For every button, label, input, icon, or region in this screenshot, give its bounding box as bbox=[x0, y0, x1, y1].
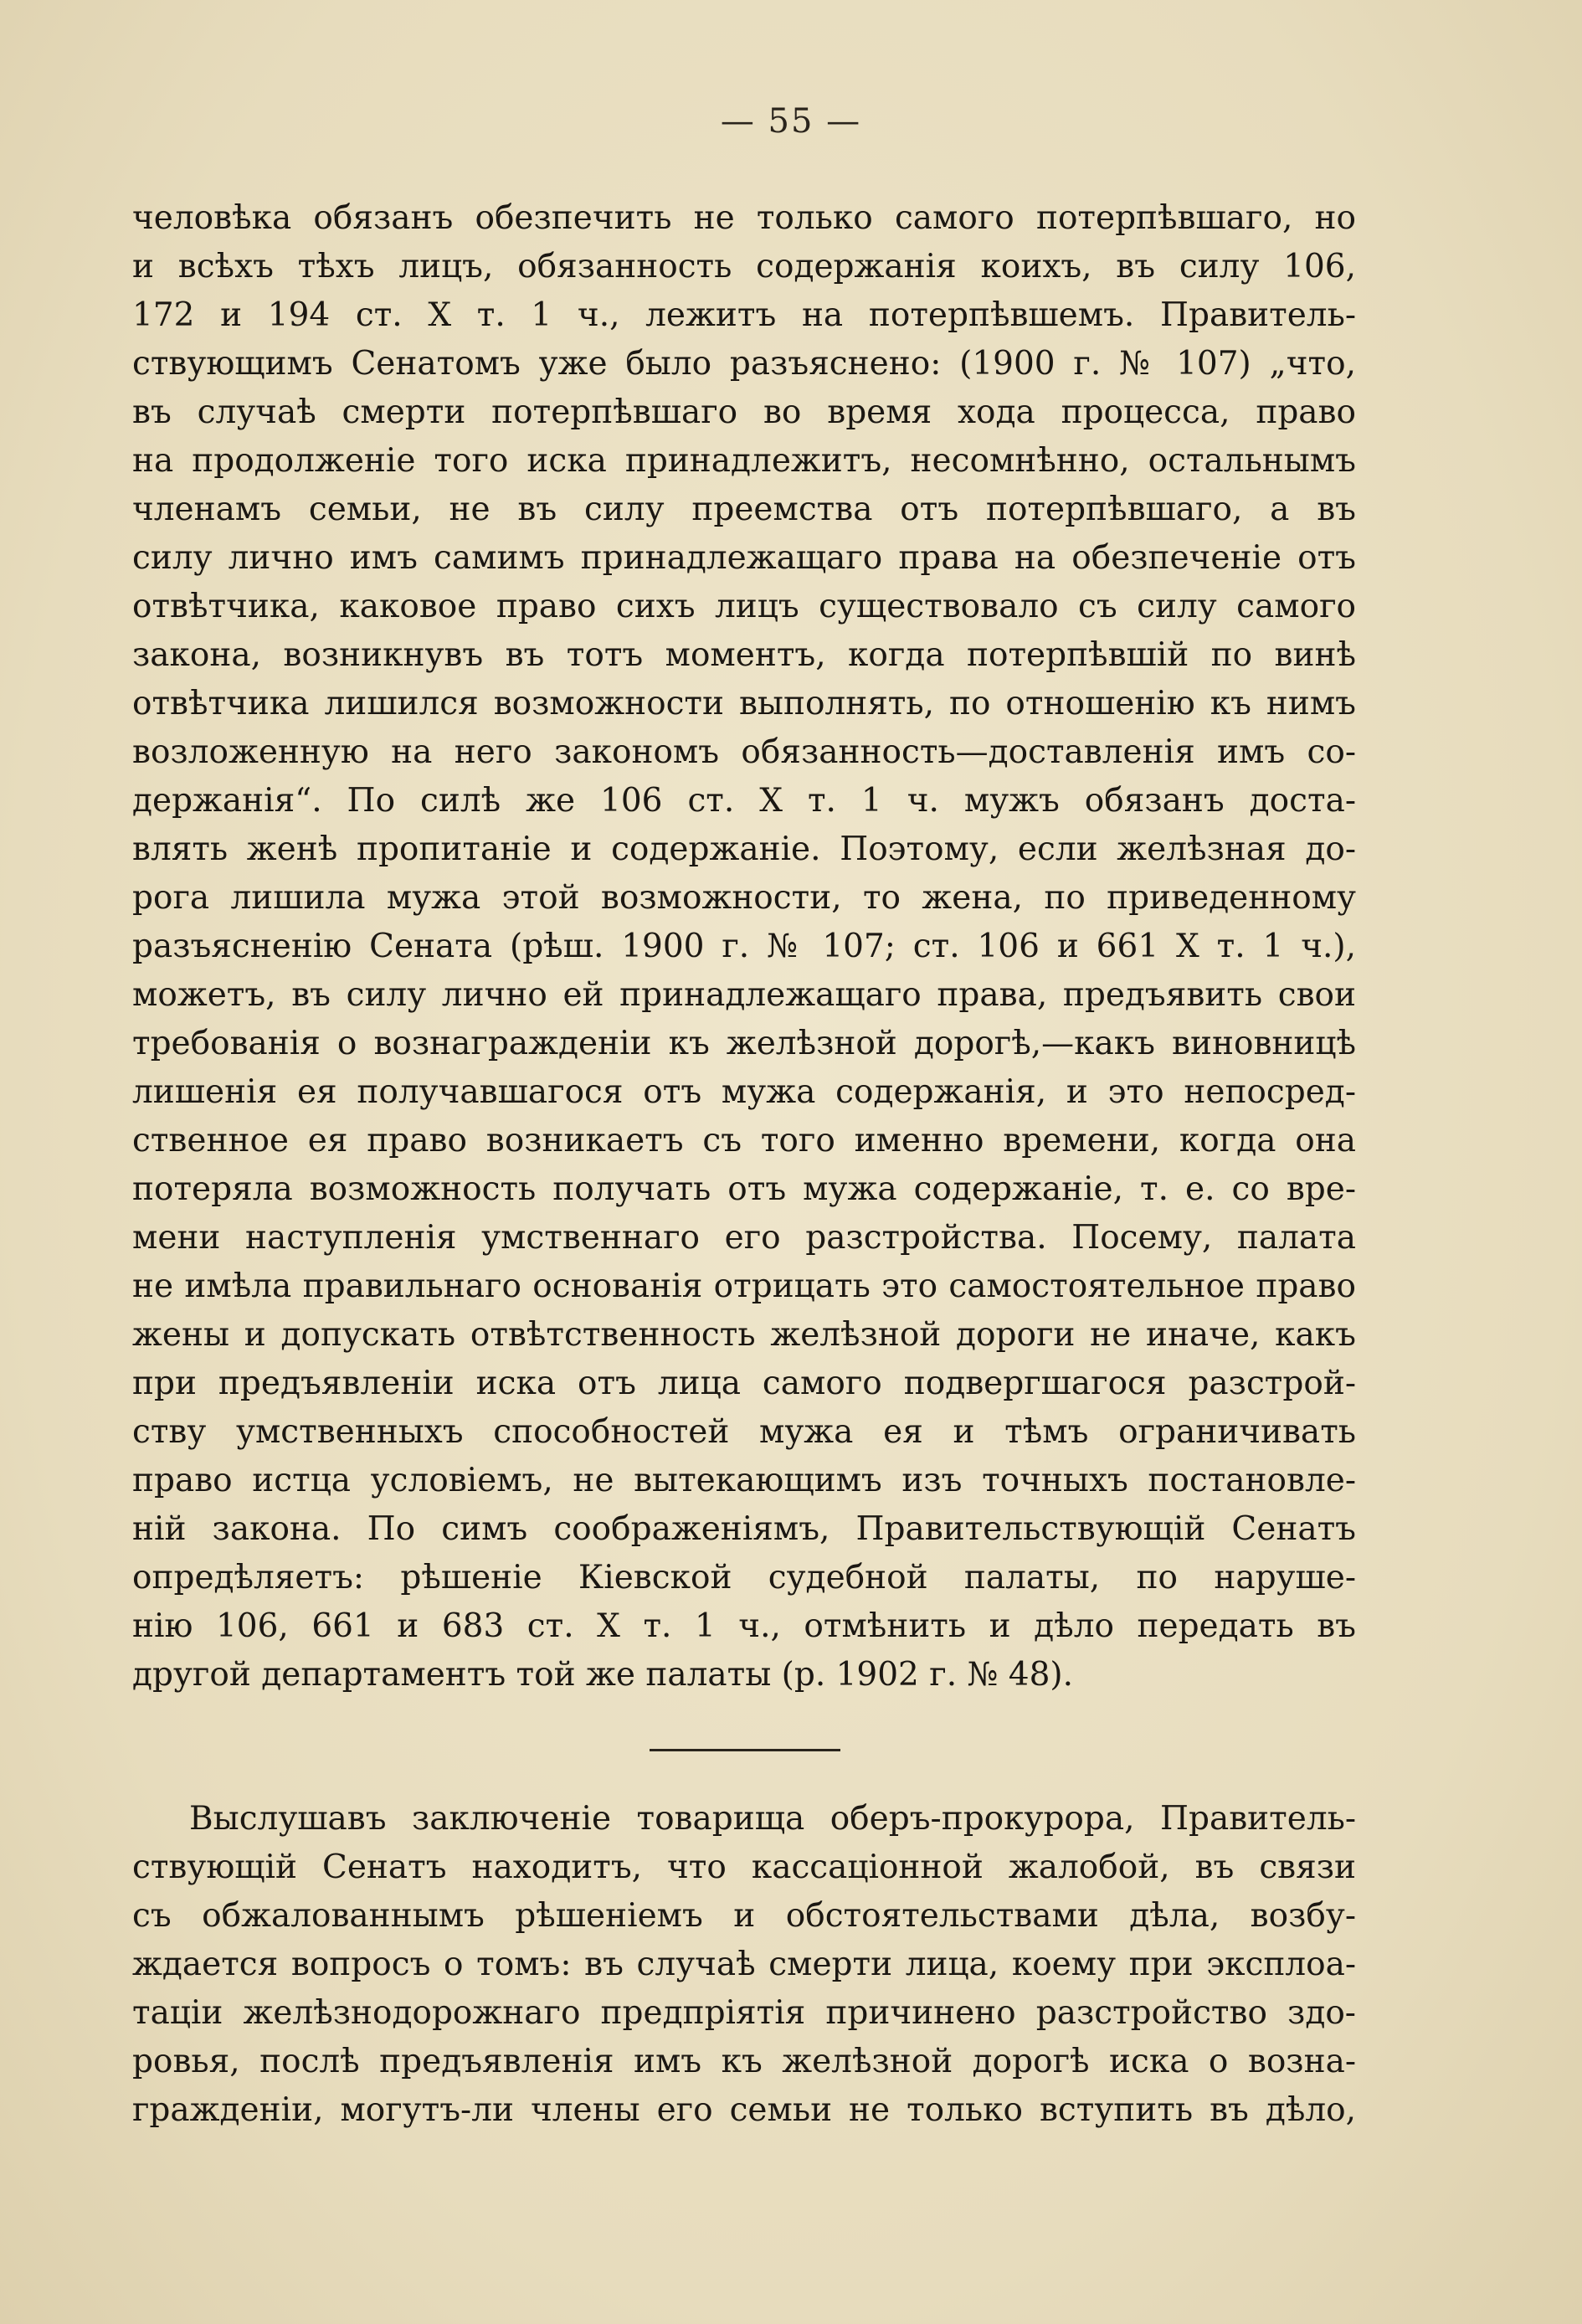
text-line: лишенія ея получавшагося отъ мужа содержанія, и это непосред- bbox=[132, 1073, 1356, 1111]
text-line: человѣка обязанъ обезпечить не только самого потерпѣвшаго, но bbox=[132, 199, 1356, 237]
paragraph-2 bbox=[132, 1795, 1356, 2135]
text-line: закона, возникнувъ въ тотъ моментъ, когда потерпѣвшій по винѣ bbox=[132, 636, 1356, 674]
text-line: опредѣляетъ: рѣшеніе Кіевской судебной палаты, по наруше- bbox=[132, 1559, 1356, 1596]
section-divider bbox=[650, 1749, 840, 1751]
text-line: право истца условіемъ, не вытекающимъ изъ точныхъ постановле- bbox=[132, 1462, 1356, 1499]
text-line: въ случаѣ смерти потерпѣвшаго во время хода процесса, право bbox=[132, 393, 1356, 431]
text-line: держанія“. По силѣ же 106 ст. X т. 1 ч. мужъ обязанъ доста- bbox=[132, 782, 1356, 820]
text-line: ждается вопросъ о томъ: въ случаѣ смерти лица, коему при эксплоа- bbox=[132, 1946, 1356, 1983]
text-line: ству умственныхъ способностей мужа ея и тѣмъ ограничивать bbox=[132, 1413, 1356, 1451]
text-line: рога лишила мужа этой возможности, то жена, по приведенному bbox=[132, 879, 1356, 917]
text-line: отвѣтчика лишился возможности выполнять, по отношенію къ нимъ bbox=[132, 685, 1356, 722]
text-line: ній закона. По симъ соображеніямъ, Правительствующій Сенатъ bbox=[132, 1510, 1356, 1548]
text-line: жены и допускать отвѣтственность желѣзной дороги не иначе, какъ bbox=[132, 1316, 1356, 1354]
text-line: мени наступленія умственнаго его разстройства. Посему, палата bbox=[132, 1219, 1356, 1257]
text-line: влять женѣ пропитаніе и содержаніе. Поэтому, если желѣзная до- bbox=[132, 830, 1356, 868]
text-line: Выслушавъ заключеніе товарища оберъ-прокурора, Правитель- bbox=[189, 1800, 1356, 1838]
text-line: на продолженіе того иска принадлежитъ, несомнѣнно, остальнымъ bbox=[132, 442, 1356, 480]
text-line: гражденіи, могутъ-ли члены его семьи не только вступить въ дѣло, bbox=[132, 2091, 1356, 2129]
paragraph-1 bbox=[132, 194, 1356, 1699]
text-line: требованія о вознагражденіи къ желѣзной дорогѣ,—какъ виновницѣ bbox=[132, 1025, 1356, 1062]
text-line: и всѣхъ тѣхъ лицъ, обязанность содержанія коихъ, въ силу 106, bbox=[132, 248, 1356, 285]
text-line: ствующимъ Сенатомъ уже было разъяснено: (1900 г. № 107) „что, bbox=[132, 345, 1356, 383]
text-line: нію 106, 661 и 683 ст. X т. 1 ч., отмѣнить и дѣло передать въ bbox=[132, 1607, 1356, 1645]
text-line: при предъявленіи иска отъ лица самого подвергшагося разстрой- bbox=[132, 1365, 1356, 1402]
text-line: не имѣла правильнаго основанія отрицать это самостоятельное право bbox=[132, 1267, 1356, 1305]
text-line: таціи желѣзнодорожнаго предпріятія причинено разстройство здо- bbox=[132, 1994, 1356, 2032]
text-line: можетъ, въ силу лично ей принадлежащаго права, предъявить свои bbox=[132, 976, 1356, 1014]
text-line: ственное ея право возникаетъ съ того именно времени, когда она bbox=[132, 1122, 1356, 1159]
text-line: членамъ семьи, не въ силу преемства отъ потерпѣвшаго, а въ bbox=[132, 491, 1356, 528]
page-number: — 55 — bbox=[720, 102, 862, 141]
text-line: ствующій Сенатъ находитъ, что кассаціонной жалобой, въ связи bbox=[132, 1848, 1356, 1886]
text-line: силу лично имъ самимъ принадлежащаго права на обезпеченіе отъ bbox=[132, 539, 1356, 577]
text-line: потеряла возможность получать отъ мужа содержаніе, т. е. со вре- bbox=[132, 1170, 1356, 1208]
text-line: ровья, послѣ предъявленія имъ къ желѣзной дорогѣ иска о возна- bbox=[132, 2043, 1356, 2080]
text-line: съ обжалованнымъ рѣшеніемъ и обстоятельствами дѣла, возбу- bbox=[132, 1897, 1356, 1935]
text-line: разъясненію Сената (рѣш. 1900 г. № 107; ст. 106 и 661 X т. 1 ч.), bbox=[132, 928, 1356, 965]
text-line: возложенную на него закономъ обязанность—доставленія имъ со- bbox=[132, 733, 1356, 771]
text-line: 172 и 194 ст. X т. 1 ч., лежитъ на потерпѣвшемъ. Правитель- bbox=[132, 296, 1356, 334]
text-line: другой департаментъ той же палаты (р. 1902 г. № 48). bbox=[132, 1656, 1074, 1694]
text-line: отвѣтчика, каковое право сихъ лицъ существовало съ силу самого bbox=[132, 588, 1356, 625]
